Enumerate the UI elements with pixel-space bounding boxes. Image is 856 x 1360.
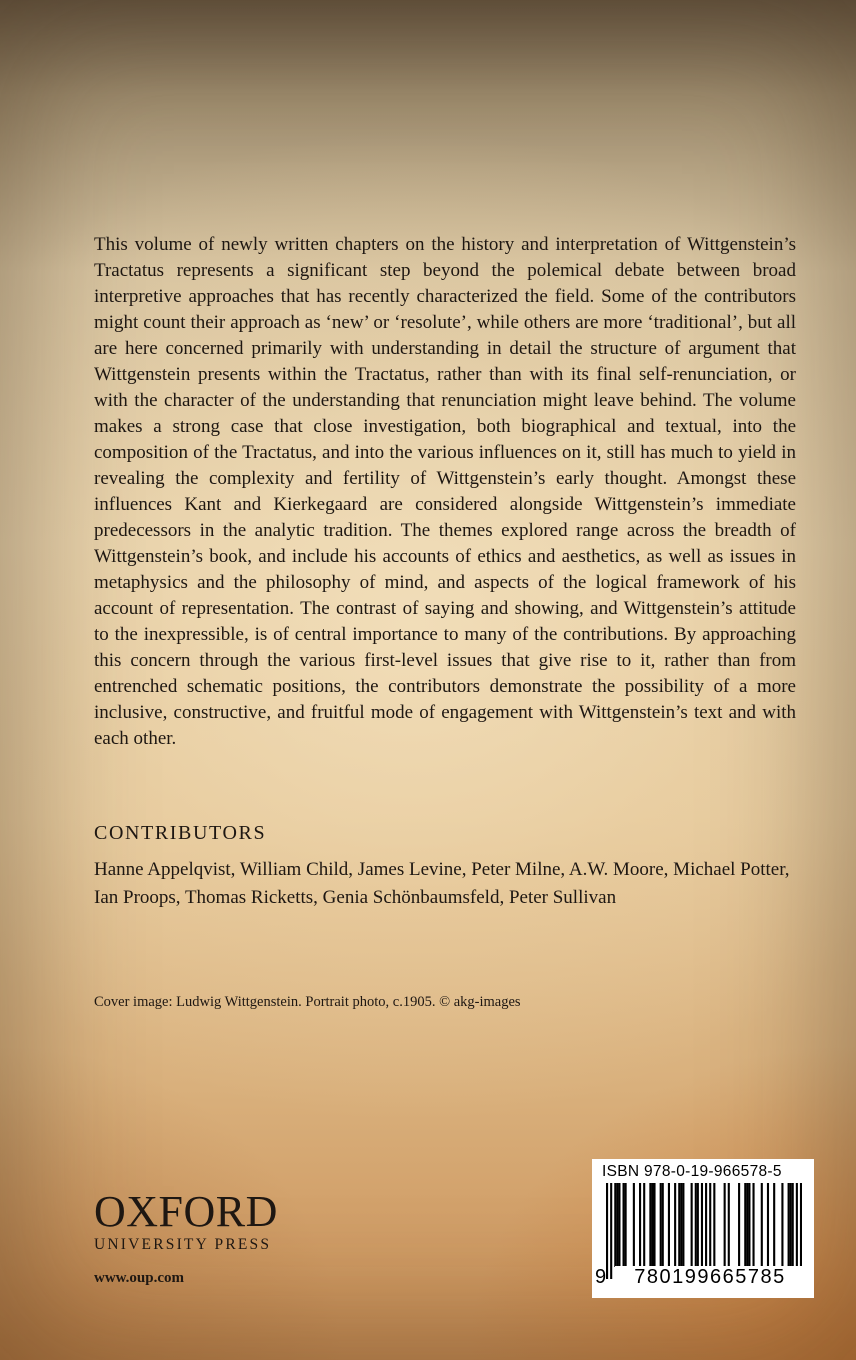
barcode-bar xyxy=(781,1183,783,1267)
isbn-barcode-box xyxy=(592,1159,814,1298)
publisher-website: www.oup.com xyxy=(94,1270,185,1286)
barcode-bar xyxy=(790,1183,792,1267)
barcode-bar xyxy=(697,1183,699,1267)
barcode-bar xyxy=(674,1183,676,1267)
barcode-bar xyxy=(773,1183,775,1267)
barcode-bar xyxy=(614,1183,616,1267)
barcode-bar xyxy=(639,1183,641,1267)
barcode-digits: 780199665785 xyxy=(615,1266,805,1289)
barcode-bar xyxy=(678,1183,680,1267)
barcode-bar xyxy=(792,1183,794,1267)
cover-image-credit: Cover image: Ludwig Wittgenstein. Portrait photo, c.1905. © akg-images xyxy=(94,994,521,1010)
barcode-bar xyxy=(680,1183,682,1267)
book-description: This volume of newly written chapters on the history and interpretation of Wittgenstein’s Tractatus represents a significant step beyond the polemical debate between broad interpretive approaches that has recently characterized the field. Some of the contributors might count their approach as ‘new’ or ‘resolute’, while others are more ‘traditional’, but all are here concerned primarily with understanding in detail the structure of argument that Wittgenstein presents within the Tractatus, rather than with its final self-renunciation, or with the character of the understanding that renunciation might leave behind. The volume makes a strong case that close investigation, both biographical and textual, into the composition of the Tractatus, and into the various influences on it, still has much to yield in revealing the complexity and fertility of Wittgenstein’s early thought. Amongst these influences Kant and Kierkegaard are considered alongside Wittgenstein’s immediate predecessors in the analytic tradition. The themes explored range across the breadth of Wittgenstein’s book, and include his accounts of ethics and aesthetics, as well as issues in metaphysics and the philosophy of mind, and aspects of the logical framework of his account of representation. The contrast of saying and showing, and Wittgenstein’s attitude to the inexpressible, is of central importance to many of the contributions. By approaching this concern through the various first-level issues that give rise to it, rather than from entrenched schematic positions, the contributors demonstrate the possibility of a more inclusive, constructive, and fruitful mode of engagement with Wittgenstein’s text and with each other. xyxy=(94,234,796,749)
barcode-bar xyxy=(691,1183,693,1267)
barcode-bar xyxy=(788,1183,790,1267)
barcode-bar xyxy=(738,1183,740,1267)
isbn-label: ISBN 978-0-19-966578-5 xyxy=(602,1163,782,1180)
barcode-bar xyxy=(709,1183,711,1267)
barcode-bar xyxy=(728,1183,730,1267)
barcode-bar xyxy=(668,1183,670,1267)
barcode-bar xyxy=(767,1183,769,1267)
barcode-bar xyxy=(643,1183,645,1267)
barcode-bar xyxy=(651,1183,653,1267)
barcode-bar xyxy=(724,1183,726,1267)
barcode-bar xyxy=(633,1183,635,1267)
barcode-bar xyxy=(682,1183,684,1267)
barcode-bar xyxy=(752,1183,754,1267)
contributors-list: Hanne Appelqvist, William Child, James Levine, Peter Milne, A.W. Moore, Michael Potter, Ian Proops, Thomas Ricketts, Genia Schönbaumsfeld, Peter Sullivan xyxy=(94,859,790,908)
barcode-bar xyxy=(748,1183,750,1267)
barcode-bar xyxy=(606,1183,608,1279)
barcode-bar xyxy=(618,1183,620,1267)
publisher-logo xyxy=(94,1187,294,1254)
contributors-heading: CONTRIBUTORS xyxy=(94,822,267,844)
barcode-bar xyxy=(616,1183,618,1267)
barcode-bar xyxy=(660,1183,662,1267)
barcode-bar xyxy=(705,1183,707,1279)
barcode-bar xyxy=(649,1183,651,1267)
publisher-name: OXFORD xyxy=(94,1187,278,1236)
publisher-imprint: UNIVERSITY PRESS xyxy=(94,1236,272,1253)
barcode-bar xyxy=(625,1183,627,1267)
barcode-bar xyxy=(610,1183,612,1279)
barcode-bar xyxy=(744,1183,746,1267)
barcode-bar xyxy=(796,1183,798,1279)
barcode-bar xyxy=(800,1183,802,1279)
barcode-bar xyxy=(653,1183,655,1267)
barcode-bar xyxy=(746,1183,748,1267)
barcode-bar xyxy=(662,1183,664,1267)
barcode-bar xyxy=(623,1183,625,1267)
barcode-lead-digit: 9 xyxy=(595,1266,607,1288)
barcode-bar xyxy=(761,1183,763,1267)
barcode-bars xyxy=(606,1183,802,1279)
barcode-bar xyxy=(701,1183,703,1279)
barcode-bar xyxy=(713,1183,715,1267)
barcode-bar xyxy=(695,1183,697,1267)
